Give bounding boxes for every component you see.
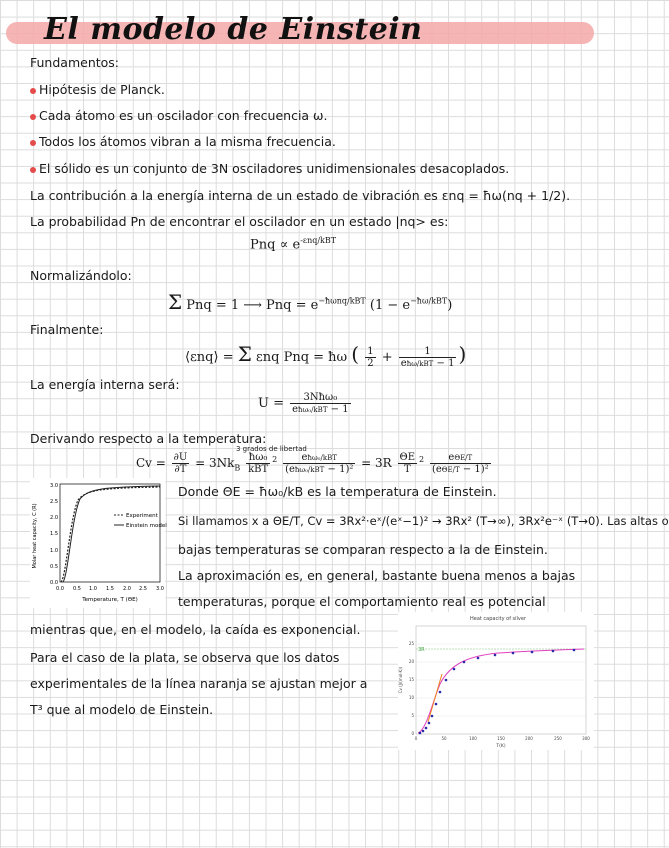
chart2-xtick: 200 — [525, 736, 533, 741]
text-finalmente: Finalmente: — [30, 322, 104, 337]
text-mientras: mientras que, en el modelo, la caída es exponencial. — [30, 622, 361, 637]
text-plata-1: Para el caso de la plata, se observa que los datos — [30, 650, 340, 665]
prob-equation: Pnq ∝ $e^{-\varepsilon nq/kBT}$ — [250, 236, 337, 253]
chart1-ytick: 3.0 — [50, 483, 58, 489]
normalization-equation: Σ Pnq = 1 ⟶ Pnq = $e^{-ħ\omega nq/kBT}$ $(1 - e^{-ħ\omega/kBT})$ — [168, 290, 453, 314]
chart1-xtick: 2.0 — [123, 586, 131, 592]
internal-energy-equation: U = $\frac{\text{3Nħω₀}}{\text{eħω₀/kBT − 1}}$ — [258, 392, 349, 415]
contrib-text: La contribución a la energía interna de un estado de vibración es — [30, 188, 438, 203]
text-aproximacion-1: La aproximación es, en general, bastante buena menos a bajas — [178, 568, 576, 583]
chart1-xtick: 0.5 — [73, 586, 81, 592]
chart1-ylabel: Molar heat capacity, C (R) — [32, 503, 38, 569]
prob-exponent: -εnq/kBT — [300, 236, 337, 245]
text-normalizando: Normalizándolo: — [30, 268, 132, 283]
note-grados: 3 grados de libertad — [236, 445, 307, 453]
chart1-ytick: 0.0 — [50, 580, 58, 586]
chart2-ylabel: Cv (J/(mol·K)) — [398, 666, 403, 694]
chart2-ytick: 0 — [411, 731, 414, 736]
chart2-3r-label: 3R — [418, 647, 425, 653]
bullet-item-4: El sólido es un conjunto de 3N osciladores unidimensionales desacoplados. — [30, 161, 509, 176]
silver-heat-capacity-chart — [398, 612, 594, 750]
chart1-xtick: 1.0 — [89, 586, 97, 592]
text-probabilidad: La probabilidad Pn de encontrar el oscilador en un estado |nq> es: — [30, 214, 449, 229]
chart2-ytick: 5 — [411, 713, 414, 718]
chart2-xtick: 150 — [497, 736, 505, 741]
chart1-xtick: 2.5 — [139, 586, 147, 592]
chart2-ytick: 20 — [408, 659, 414, 664]
section-fundamentos: Fundamentos: — [30, 55, 120, 70]
chart1-legend-experiment: Experiment — [126, 513, 158, 519]
chart2-ytick: 15 — [408, 677, 414, 682]
text-aproximacion-2: temperaturas, porque el comportamiento real es potencial — [178, 594, 546, 609]
chart1-ytick: 2.5 — [50, 499, 58, 505]
text-donde: Donde ΘE = ħω₀/kB es la temperatura de Einstein. — [178, 484, 497, 499]
bullet-item-1: Hipótesis de Planck. — [30, 82, 165, 97]
text-plata-3: T³ que al modelo de Einstein. — [30, 702, 214, 717]
chart1-ytick: 1.0 — [50, 548, 58, 554]
chart1-ytick: 0.5 — [50, 564, 58, 570]
chart1-xtick: 1.5 — [106, 586, 114, 592]
chart1-ytick: 1.5 — [50, 531, 58, 537]
text-energia-interna: La energía interna será: — [30, 377, 180, 392]
chart2-xtick: 300 — [582, 736, 590, 741]
text-derivando: Derivando respecto a la temperatura: — [30, 431, 267, 446]
chart2-title: Heat capacity of silver — [469, 616, 527, 622]
chart1-legend-model: Einstein model — [126, 523, 167, 529]
chart2-ytick: 25 — [408, 641, 414, 646]
energy-equation: εnq = ħω(nq + 1/2). — [441, 188, 571, 203]
chart1-xlabel: Temperature, T (ΘE) — [82, 597, 138, 603]
chart2-xtick: 0 — [414, 736, 418, 741]
chart1-xtick: 3.0 — [156, 586, 164, 592]
chart2-xlabel: T(K) — [496, 744, 506, 749]
chart2-xtick: 250 — [554, 736, 562, 741]
text-bajas: bajas temperaturas se comparan respecto a la de Einstein. — [178, 542, 548, 557]
text-contribucion — [30, 188, 570, 203]
prob-lhs: Pnq — [250, 237, 276, 253]
einstein-heat-capacity-chart — [30, 478, 165, 608]
mean-energy-equation: ⟨εnq⟩ = Σ εnq Pnq = ħω ( $\frac{1}{2}$ + $\frac{1}{\text{eħω/kBT − 1}}$ ) — [185, 342, 467, 369]
bullet-item-2: Cada átomo es un oscilador con frecuencia ω. — [30, 108, 328, 123]
chart1-ytick: 2.0 — [50, 515, 58, 521]
chart1-xtick: 0.0 — [56, 586, 64, 592]
chart2-xtick: 50 — [441, 736, 447, 741]
page-title: El modelo de Einstein — [44, 12, 423, 47]
heat-capacity-equation: Cv = $\frac{\partial U}{\partial T}$ = $3Nk_B$ $\frac{\text{ħω₀}}{\text{kBT}}$ $^2$ $\frac{\text{eħω₀/kBT}}{\text{(eħω₀/kBT − 1)²}}$ = 3R $\frac{\Theta E}{T}$ $^2$ $\frac{\text{eΘE/T}}{\text{(eΘE/T − 1)²}}$ — [136, 452, 489, 475]
chart2-xtick: 100 — [469, 736, 477, 741]
chart2-ytick: 10 — [408, 695, 414, 700]
text-plata-2: experimentales de la línea naranja se ajustan mejor a — [30, 676, 368, 691]
text-si-llamamos: Si llamamos x a ΘE/T, Cv = 3Rx²·eˣ/(eˣ−1)² → 3Rx² (T→∞), 3Rx²e⁻ˣ (T→0). Las altas o — [178, 514, 669, 528]
bullet-item-3: Todos los átomos vibran a la misma frecuencia. — [30, 134, 336, 149]
